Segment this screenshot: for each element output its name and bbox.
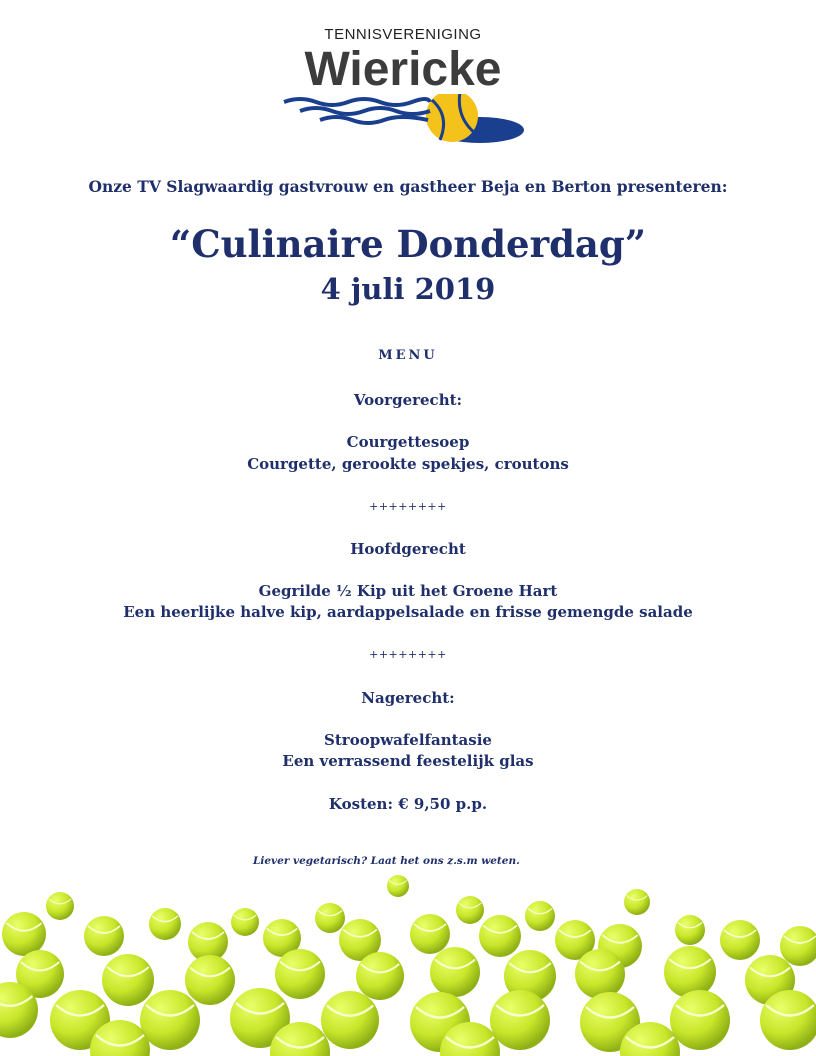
tennis-ball-icon bbox=[185, 955, 235, 1005]
menu-heading: MENU bbox=[378, 348, 438, 363]
separator: ++++++++ bbox=[369, 648, 447, 661]
tennis-ball-icon bbox=[356, 952, 404, 1000]
tennis-ball-icon bbox=[720, 920, 760, 960]
dessert-description: Een verrassend feestelijk glas bbox=[282, 752, 534, 770]
logo-waves-ball-icon bbox=[280, 94, 526, 150]
tennis-ball-icon bbox=[140, 990, 200, 1050]
tennis-ball-icon bbox=[675, 915, 705, 945]
tennis-ball-icon bbox=[430, 947, 480, 997]
logo-name: Wiericke bbox=[304, 43, 502, 96]
tennis-ball-icon bbox=[102, 954, 154, 1006]
tennis-ball-icon bbox=[231, 908, 259, 936]
tennis-ball-icon bbox=[456, 896, 484, 924]
starter-heading: Voorgerecht: bbox=[353, 391, 463, 409]
tennis-ball-icon bbox=[46, 892, 74, 920]
tennis-balls-image bbox=[0, 870, 816, 1056]
main-heading: Hoofdgerecht bbox=[350, 540, 466, 558]
tennis-ball-icon bbox=[490, 990, 550, 1050]
tennis-ball-icon bbox=[479, 915, 521, 957]
tennis-ball-icon bbox=[149, 908, 181, 940]
dessert-heading: Nagerecht: bbox=[361, 689, 455, 707]
tennis-ball-icon bbox=[525, 901, 555, 931]
tennis-ball-icon bbox=[84, 916, 124, 956]
tennis-ball-icon bbox=[664, 946, 716, 998]
cost-line: Kosten: € 9,50 p.p. bbox=[328, 795, 488, 813]
main-name: Gegrilde ½ Kip uit het Groene Hart bbox=[258, 582, 558, 600]
tennis-ball-icon bbox=[387, 875, 409, 897]
tennis-ball-icon bbox=[321, 991, 379, 1049]
tennis-ball-icon bbox=[670, 990, 730, 1050]
tennis-ball-icon bbox=[624, 889, 650, 915]
tennis-ball-icon bbox=[780, 926, 816, 966]
starter-description: Courgette, gerookte spekjes, croutons bbox=[247, 455, 569, 473]
separator: ++++++++ bbox=[369, 500, 447, 513]
vegetarian-note: Liever vegetarisch? Laat het ons z.s.m weten. bbox=[253, 855, 520, 867]
tennis-ball-icon bbox=[410, 914, 450, 954]
dessert-name: Stroopwafelfantasie bbox=[324, 731, 492, 749]
event-title: “Culinaire Donderdag” bbox=[169, 222, 647, 266]
event-date: 4 juli 2019 bbox=[320, 272, 496, 306]
tennis-ball-icon bbox=[2, 912, 46, 956]
main-description: Een heerlijke halve kip, aardappelsalade en frisse gemengde salade bbox=[123, 603, 693, 621]
logo-subtitle: TENNISVERENIGING bbox=[324, 26, 482, 43]
tennis-ball-icon bbox=[575, 949, 625, 999]
club-logo bbox=[280, 26, 526, 150]
starter-name: Courgettesoep bbox=[346, 433, 470, 451]
tennis-ball-icon bbox=[315, 903, 345, 933]
intro-text: Onze TV Slagwaardig gastvrouw en gastheer Beja en Berton presenteren: bbox=[88, 177, 728, 196]
tennis-ball-icon bbox=[275, 949, 325, 999]
